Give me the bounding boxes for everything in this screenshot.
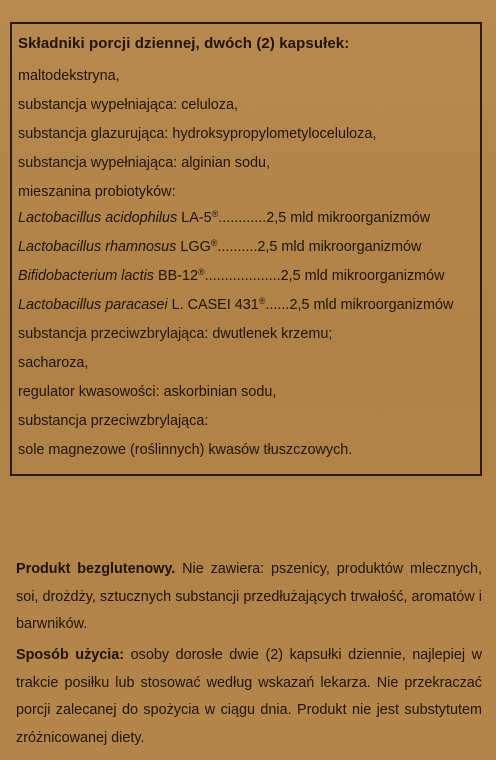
probiotic-strain: LGG xyxy=(180,239,211,255)
ingredient-line: sacharoza, xyxy=(18,355,89,371)
ingredient-line: mieszanina probiotyków: xyxy=(18,184,176,200)
ingredient-line: substancja glazurująca: hydroksypropylometyloceluloza, xyxy=(18,126,377,142)
probiotic-line xyxy=(18,209,430,227)
probiotic-name: Bifidobacterium lactis xyxy=(18,268,154,284)
dot-leader: ................... xyxy=(204,268,281,284)
probiotic-strain: LA-5 xyxy=(181,210,212,226)
probiotic-strain: BB-12 xyxy=(157,268,198,284)
ingredient-line: maltodekstryna, xyxy=(18,68,120,84)
probiotic-line xyxy=(18,238,421,256)
dot-leader: .......... xyxy=(217,239,258,255)
dot-leader: ...... xyxy=(265,297,290,313)
product-info xyxy=(16,556,482,639)
probiotic-line xyxy=(18,267,445,285)
probiotic-amount: 2,5 mld mikroorganizmów xyxy=(280,268,445,284)
probiotic-name: Lactobacillus acidophilus xyxy=(18,210,178,226)
probiotic-strain: L. CASEI 431 xyxy=(171,297,259,313)
probiotic-name: Lactobacillus paracasei xyxy=(18,297,168,313)
probiotic-line xyxy=(18,296,453,314)
ingredient-line: substancja wypełniająca: celuloza, xyxy=(18,97,238,113)
registered-mark: ® xyxy=(211,209,219,219)
registered-mark: ® xyxy=(197,267,205,277)
usage-text: osoby dorosłe dwie (2) kapsułki dziennie, najlepiej w trakcie posiłku lub stosować według wskazań lekarza. Nie przekraczać porcji zalecanej do spożycia w ciągu dnia. Produkt nie jest substytutem zróżnicowanej diety. xyxy=(16,647,482,746)
ingredient-line: sole magnezowe (roślinnych) kwasów tłuszczowych. xyxy=(18,442,353,458)
usage-label: Sposób użycia: xyxy=(16,647,125,663)
probiotic-amount: 2,5 mld mikroorganizmów xyxy=(257,239,422,255)
ingredient-line: substancja przeciwzbrylająca: xyxy=(18,413,209,429)
dot-leader: ............ xyxy=(218,210,267,226)
gluten-free-text: Nie zawiera: pszenicy, produktów mlecznych, soi, drożdży, sztucznych substancji przedłużających trwałość, aromatów i barwników. xyxy=(16,561,482,632)
ingredient-line: substancja wypełniająca: alginian sodu, xyxy=(18,155,270,171)
probiotic-amount: 2,5 mld mikroorganizmów xyxy=(266,210,431,226)
probiotic-name: Lactobacillus rhamnosus xyxy=(18,239,177,255)
gluten-free-label: Produkt bezglutenowy. xyxy=(16,561,176,577)
registered-mark: ® xyxy=(210,238,218,248)
ingredient-line: substancja przeciwzbrylająca: dwutlenek krzemu; xyxy=(18,326,333,342)
ingredient-line: regulator kwasowości: askorbinian sodu, xyxy=(18,384,277,400)
usage-info xyxy=(16,642,482,752)
probiotic-amount: 2,5 mld mikroorganizmów xyxy=(289,297,454,313)
registered-mark: ® xyxy=(258,296,266,306)
ingredients-title: Składniki porcji dziennej, dwóch (2) kapsułek: xyxy=(18,35,350,52)
